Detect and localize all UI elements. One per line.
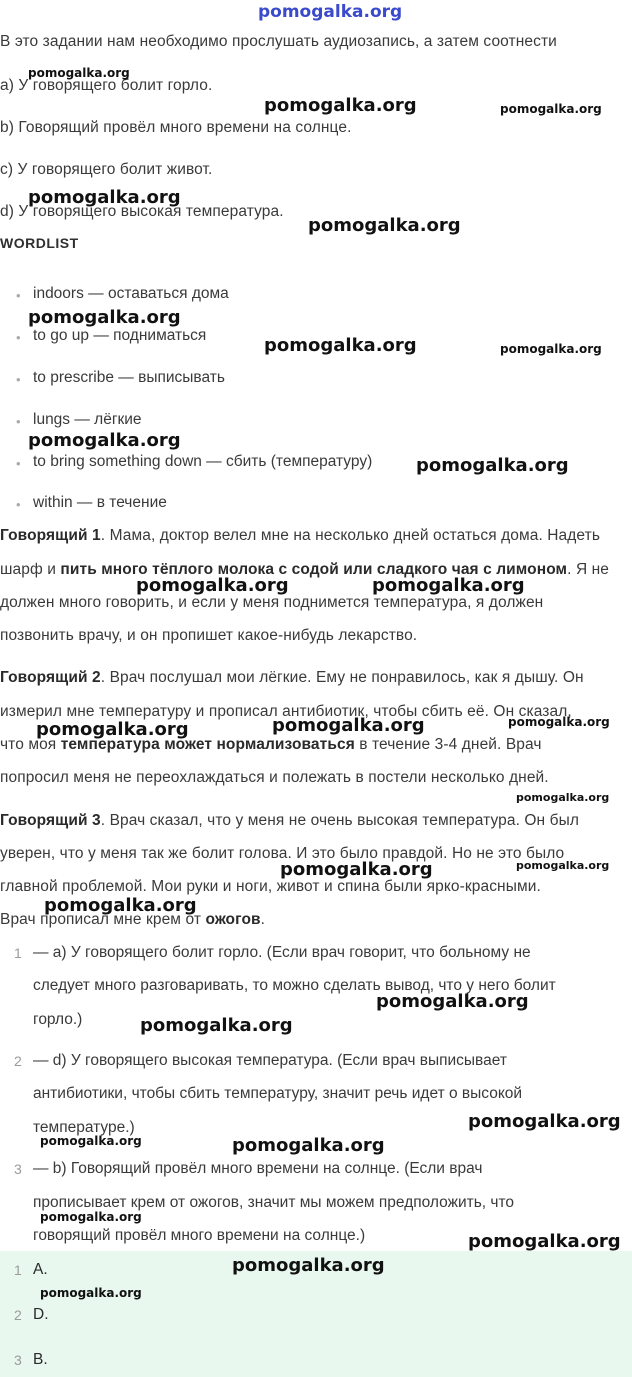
watermark: pomogalka.org <box>500 342 602 356</box>
wordlist-item: to prescribe — выписывать <box>33 369 225 386</box>
watermark: pomogalka.org <box>44 895 197 916</box>
watermark: pomogalka.org <box>40 1210 142 1224</box>
explanation-line: антибиотики, чтобы сбить температуру, значит речь идет о высокой <box>33 1085 523 1102</box>
speaker3-label: Говорящий 3 <box>0 812 101 829</box>
speaker3-highlight: ожогов <box>205 911 261 928</box>
watermark: pomogalka.org <box>28 66 130 80</box>
explanation-number: 3 <box>14 1161 22 1177</box>
watermark: pomogalka.org <box>516 791 610 804</box>
explanation-line: следует много разговаривать, то можно сделать вывод, что у него болит <box>33 977 556 994</box>
watermark: pomogalka.org <box>280 859 433 880</box>
explanation-number: 1 <box>14 945 22 961</box>
explanation-line: — b) Говорящий провёл много времени на солнце. (Если врач <box>33 1160 483 1177</box>
watermark: pomogalka.org <box>376 991 529 1012</box>
option-a: a) У говорящего болит горло. <box>0 77 213 94</box>
watermark: pomogalka.org <box>264 335 417 356</box>
watermark: pomogalka.org <box>264 95 417 116</box>
watermark: pomogalka.org <box>468 1231 621 1252</box>
speaker2-line: попросил меня не переохлаждаться и полежать в постели несколько дней. <box>0 769 549 786</box>
explanation-line: — a) У говорящего болит горло. (Если врач говорит, что больному не <box>33 944 531 961</box>
watermark: pomogalka.org <box>516 859 610 872</box>
speaker2-line: что моя температура может нормализоваться в течение 3-4 дней. Врач <box>0 736 542 753</box>
bullet-icon: • <box>16 456 21 471</box>
watermark: pomogalka.org <box>36 719 189 740</box>
answer-number: 2 <box>14 1307 22 1323</box>
watermark: pomogalka.org <box>508 715 610 729</box>
answer-value: B. <box>33 1351 48 1368</box>
watermark: pomogalka.org <box>232 1135 385 1156</box>
bullet-icon: • <box>16 414 21 429</box>
watermark: pomogalka.org <box>40 1134 142 1148</box>
explanation-line: температуре.) <box>33 1119 135 1136</box>
watermark: pomogalka.org <box>140 1015 293 1036</box>
answer-value: D. <box>33 1306 49 1323</box>
watermark: pomogalka.org <box>372 575 525 596</box>
bullet-icon: • <box>16 497 21 512</box>
explanation-number: 2 <box>14 1053 22 1069</box>
speaker3-line: Говорящий 3. Врач сказал, что у меня не очень высокая температура. Он был <box>0 812 579 829</box>
watermark: pomogalka.org <box>468 1111 621 1132</box>
speaker3-line: уверен, что у меня так же болит голова. И это было правдой. Но не это было <box>0 845 565 862</box>
intro-text: В это задании нам необходимо прослушать аудиозапись, а затем соотнести <box>0 33 557 50</box>
speaker1-label: Говорящий 1 <box>0 527 101 544</box>
speaker1-line: шарф и пить много тёплого молока с содой или сладкого чая с лимоном. Я не <box>0 561 610 578</box>
bullet-icon: • <box>16 288 21 303</box>
watermark: pomogalka.org <box>28 307 181 328</box>
bullet-icon: • <box>16 330 21 345</box>
speaker1-line: позвонить врачу, и он пропишет какое-нибудь лекарство. <box>0 627 418 644</box>
speaker2-line: Говорящий 2. Врач послушал мои лёгкие. Ему не понравилось, как я дышу. Он <box>0 669 584 686</box>
speaker1-line: должен много говорить, и если у меня поднимется температура, я должен <box>0 594 544 611</box>
explanation-line: прописывает крем от ожогов, значит мы можем предположить, что <box>33 1194 515 1211</box>
explanation-line: говорящий провёл много времени на солнце.) <box>33 1227 366 1244</box>
site-title[interactable]: pomogalka.org <box>258 2 403 22</box>
explanation-line: горло.) <box>33 1011 83 1028</box>
speaker1-highlight: пить много тёплого молока с содой или сладкого чая с лимоном <box>60 561 568 578</box>
watermark: pomogalka.org <box>272 715 425 736</box>
wordlist-item: to bring something down — сбить (температуру) <box>33 453 373 470</box>
speaker3-line: Врач прописал мне крем от ожогов. <box>0 911 266 928</box>
wordlist-heading: WORDLIST <box>0 235 79 251</box>
answer-number: 1 <box>14 1262 22 1278</box>
wordlist-item: within — в течение <box>33 494 167 511</box>
speaker1-line: Говорящий 1. Мама, доктор велел мне на несколько дней остаться дома. Надеть <box>0 527 600 544</box>
bullet-icon: • <box>16 372 21 387</box>
watermark: pomogalka.org <box>308 215 461 236</box>
speaker2-line: измерил мне температуру и прописал антибиотик, чтобы сбить её. Он сказал, <box>0 703 572 720</box>
watermark: pomogalka.org <box>232 1255 385 1276</box>
wordlist-item: indoors — оставаться дома <box>33 285 229 302</box>
watermark: pomogalka.org <box>416 455 569 476</box>
watermark: pomogalka.org <box>28 187 181 208</box>
watermark: pomogalka.org <box>136 575 289 596</box>
speaker2-highlight: температура может нормализоваться <box>60 736 355 753</box>
option-d: d) У говорящего высокая температура. <box>0 203 284 220</box>
watermark: pomogalka.org <box>500 102 602 116</box>
explanation-line: — d) У говорящего высокая температура. (Если врач выписывает <box>33 1052 507 1069</box>
speaker3-line: главной проблемой. Мои руки и ноги, живот и спина были ярко-красными. <box>0 878 541 895</box>
wordlist-item: lungs — лёгкие <box>33 411 142 428</box>
watermark: pomogalka.org <box>40 1286 142 1300</box>
option-b: b) Говорящий провёл много времени на солнце. <box>0 119 352 136</box>
wordlist-item: to go up — подниматься <box>33 327 207 344</box>
watermark: pomogalka.org <box>28 430 181 451</box>
answer-number: 3 <box>14 1352 22 1368</box>
answer-value: A. <box>33 1261 48 1278</box>
speaker2-label: Говорящий 2 <box>0 669 101 686</box>
option-c: c) У говорящего болит живот. <box>0 161 213 178</box>
